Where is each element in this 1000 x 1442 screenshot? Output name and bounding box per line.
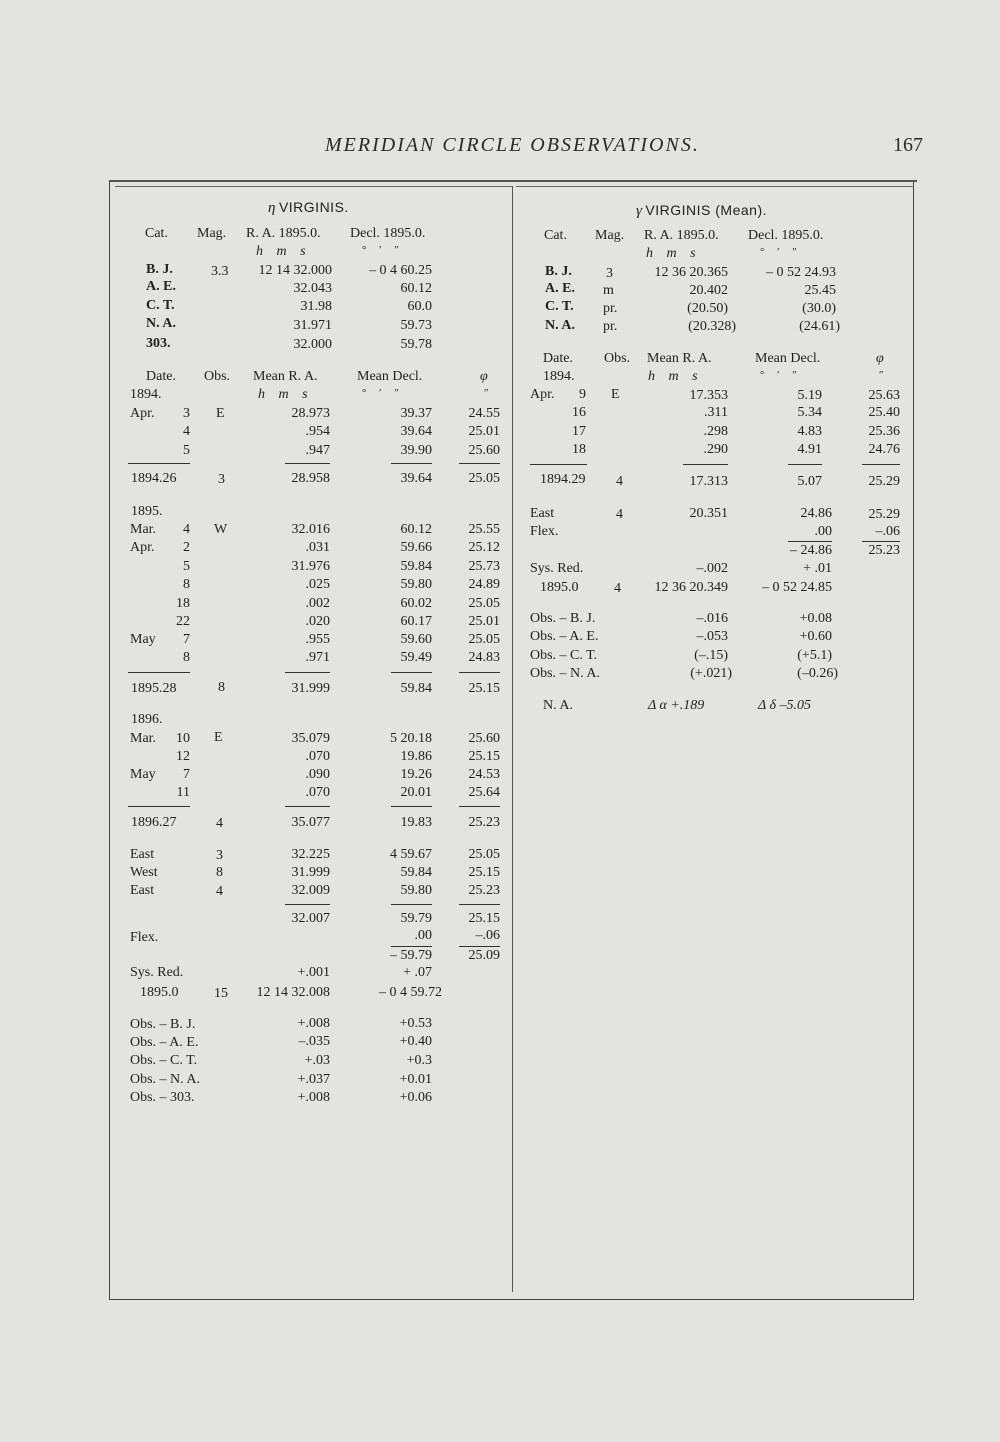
- obs-ra: .031: [305, 540, 330, 555]
- mean-count: 4: [216, 816, 223, 831]
- catalog-decl: 59.73: [400, 318, 432, 333]
- obs-phi: 25.55: [468, 522, 500, 537]
- summary-label: East: [530, 506, 555, 521]
- catalog-mag: 3.3: [211, 264, 229, 279]
- diff-ra: –.053: [696, 629, 728, 644]
- obs-phi: 25.12: [468, 540, 500, 555]
- obs-day: 7: [183, 767, 190, 782]
- catalog-ra: 20.402: [689, 283, 728, 298]
- mean-phi: 25.23: [468, 815, 500, 830]
- combined-ra: 32.007: [291, 911, 330, 926]
- diff-ra: –.035: [298, 1034, 330, 1049]
- obs-decl: 4.91: [797, 442, 822, 457]
- mean-decl: 19.83: [400, 815, 432, 830]
- final-ra: 12 14 32.008: [256, 985, 330, 1000]
- sum-rule: [391, 904, 432, 905]
- diff-label: Obs. – B. J.: [130, 1017, 196, 1032]
- diff-label: Obs. – N. A.: [530, 666, 601, 681]
- catalog-name: N. A.: [146, 316, 176, 331]
- obs-decl: 59.80: [400, 577, 432, 592]
- obs-header: Obs.: [604, 351, 631, 366]
- decl-units: ° ′ ″: [760, 369, 797, 381]
- year-label: 1896.: [131, 712, 163, 727]
- catalog-decl: (30.0): [802, 301, 836, 316]
- flex-label: Flex.: [530, 524, 559, 539]
- final-epoch: 1895.0: [540, 580, 579, 595]
- obs-day: 8: [183, 650, 190, 665]
- running-title: MERIDIAN CIRCLE OBSERVATIONS.: [325, 134, 700, 156]
- final-epoch: 1895.0: [140, 985, 179, 1000]
- summary-decl: 24.86: [800, 506, 832, 521]
- mean-phi: 25.29: [868, 474, 900, 489]
- mean-ra: 17.313: [689, 474, 728, 489]
- year-label: 1894.: [130, 387, 162, 402]
- obs-day: 12: [176, 749, 190, 764]
- summary-label: East: [130, 847, 155, 862]
- year-label: 1895.: [131, 504, 163, 519]
- obs-month: Mar.: [130, 731, 157, 746]
- diff-label: Obs. – C. T.: [130, 1053, 198, 1068]
- sys-red-decl: + .01: [803, 561, 832, 576]
- final-count: 15: [214, 986, 228, 1001]
- diff-decl: (–0.26): [797, 666, 838, 681]
- obs-day: 18: [572, 442, 586, 457]
- obs-day: 22: [176, 614, 190, 629]
- summary-count: 4: [616, 507, 623, 522]
- obs-ra: .954: [305, 424, 330, 439]
- decl-units: ° ′ ″: [362, 244, 399, 256]
- diff-ra: –.016: [696, 611, 728, 626]
- sum-rule: [683, 464, 728, 465]
- catalog-decl: – 0 52 24.93: [766, 265, 836, 280]
- obs-decl: 5.19: [797, 388, 822, 403]
- sum-rule: [459, 463, 500, 464]
- ra-units: h m s: [648, 369, 698, 384]
- sum-rule: [788, 541, 832, 542]
- obs-ra: .955: [305, 632, 330, 647]
- obs-day: 8: [183, 577, 190, 592]
- mean-decl-header: Mean Decl.: [755, 351, 821, 366]
- decl-header: Decl. 1895.0.: [350, 226, 426, 241]
- inner-rule-right: [516, 186, 914, 187]
- obs-ra: .971: [305, 650, 330, 665]
- summary-count: 8: [216, 865, 223, 880]
- obs-phi: 25.15: [468, 749, 500, 764]
- diff-ra: +.008: [297, 1016, 330, 1031]
- catalog-name: A. E.: [545, 281, 575, 296]
- obs-ra: .025: [305, 577, 330, 592]
- catalog-name: B. J.: [146, 262, 173, 277]
- ra-header: R. A. 1895.0.: [644, 228, 719, 243]
- sum-rule: [459, 904, 500, 905]
- mag-header: Mag.: [595, 228, 625, 243]
- mean-phi: 25.05: [468, 471, 500, 486]
- mean-phi: 25.15: [468, 681, 500, 696]
- catalog-name: N. A.: [545, 318, 575, 333]
- catalog-name: B. J.: [545, 264, 572, 279]
- sum-rule: [391, 463, 432, 464]
- flex-label: Flex.: [130, 930, 159, 945]
- phi-units: ″: [879, 369, 884, 381]
- diff-ra: +.008: [297, 1090, 330, 1105]
- obs-phi: 25.73: [468, 559, 500, 574]
- catalog-name: C. T.: [146, 298, 175, 313]
- obs-decl: 59.84: [400, 559, 432, 574]
- star-name: VIRGINIS (Mean).: [645, 202, 768, 218]
- diff-label: Obs. – C. T.: [530, 648, 598, 663]
- obs-month: Apr.: [530, 387, 555, 402]
- obs-day: 2: [183, 540, 190, 555]
- obs-day: 9: [579, 387, 586, 402]
- obs-decl: 39.37: [400, 406, 432, 421]
- summary-ra: 32.225: [291, 847, 330, 862]
- diff-label: Obs. – B. J.: [530, 611, 596, 626]
- sum-rule: [128, 672, 190, 673]
- mag-header: Mag.: [197, 226, 227, 241]
- diff-ra: +.03: [304, 1053, 330, 1068]
- sys-red-ra: –.002: [696, 561, 728, 576]
- obs-day: 5: [183, 559, 190, 574]
- obs-phi: 25.60: [468, 731, 500, 746]
- summary-label: East: [130, 883, 155, 898]
- catalog-ra: 32.000: [293, 337, 332, 352]
- na-delta-alpha: Δ α +.189: [648, 698, 705, 713]
- obs-phi: 24.89: [468, 577, 500, 592]
- obs-day: 10: [176, 731, 190, 746]
- obs-decl: 59.49: [400, 650, 432, 665]
- summary-decl: 59.80: [400, 883, 432, 898]
- catalog-ra: (20.50): [687, 301, 728, 316]
- obs-header: Obs.: [204, 369, 231, 384]
- summary-ra: 31.999: [291, 865, 330, 880]
- flex-result-decl: – 59.79: [390, 948, 432, 963]
- obs-ra: .020: [305, 614, 330, 629]
- sum-rule: [285, 672, 330, 673]
- sum-rule: [459, 806, 500, 807]
- summary-decl: 4 59.67: [390, 847, 432, 862]
- obs-month: Mar.: [130, 522, 157, 537]
- diff-label: Obs. – A. E.: [530, 629, 599, 644]
- catalog-decl: – 0 4 60.25: [369, 263, 432, 278]
- obs-phi: 25.64: [468, 785, 500, 800]
- obs-phi: 25.40: [868, 405, 900, 420]
- sum-rule: [285, 463, 330, 464]
- summary-decl: 59.84: [400, 865, 432, 880]
- obs-ra: .090: [305, 767, 330, 782]
- diff-decl: +0.60: [799, 629, 832, 644]
- sum-rule: [391, 806, 432, 807]
- obs-ra: 35.079: [291, 731, 330, 746]
- obs-ra: 32.016: [291, 522, 330, 537]
- obs-decl: 60.02: [400, 596, 432, 611]
- summary-phi: 25.15: [468, 865, 500, 880]
- mean-ra-header: Mean R. A.: [647, 351, 712, 366]
- sum-rule: [862, 464, 900, 465]
- catalog-name: A. E.: [146, 279, 176, 294]
- frame-top-rule: [109, 180, 917, 182]
- mean-date: 1895.28: [131, 681, 177, 696]
- ra-header: R. A. 1895.0.: [246, 226, 321, 241]
- mean-date: 1894.29: [540, 472, 586, 487]
- decl-units: ° ′ ″: [760, 246, 797, 258]
- mean-decl-header: Mean Decl.: [357, 369, 423, 384]
- decl-header: Decl. 1895.0.: [748, 228, 824, 243]
- mean-decl: 39.64: [400, 471, 432, 486]
- catalog-name: 303.: [146, 336, 171, 351]
- flex-result-decl: – 24.86: [790, 543, 832, 558]
- summary-label: West: [130, 865, 158, 880]
- flex-decl: .00: [414, 928, 432, 943]
- sum-rule: [530, 464, 587, 465]
- star-title: [636, 202, 767, 220]
- sys-red-label: Sys. Red.: [130, 965, 184, 980]
- catalog-mag: m: [603, 283, 614, 298]
- mean-decl: 5.07: [797, 474, 822, 489]
- obs-phi: 25.01: [468, 614, 500, 629]
- catalog-ra: 32.043: [293, 281, 332, 296]
- catalog-ra: 31.971: [293, 318, 332, 333]
- sum-rule: [459, 672, 500, 673]
- obs-decl: 20.01: [400, 785, 432, 800]
- obs-ra: .070: [305, 749, 330, 764]
- sum-rule: [128, 463, 190, 464]
- obs-day: 4: [183, 522, 190, 537]
- obs-ra: .002: [305, 596, 330, 611]
- diff-label: Obs. – 303.: [130, 1090, 195, 1105]
- year-label: 1894.: [543, 369, 575, 384]
- ra-units: h m s: [646, 246, 696, 261]
- obs-month: Apr.: [130, 406, 155, 421]
- flex-phi: –.06: [875, 524, 900, 539]
- obs-decl: 39.90: [400, 443, 432, 458]
- diff-decl: +0.08: [799, 611, 832, 626]
- obs-day: 3: [183, 406, 190, 421]
- flex-phi: –.06: [475, 928, 500, 943]
- obs-phi: 25.63: [868, 388, 900, 403]
- summary-ra: 32.009: [291, 883, 330, 898]
- phi-units: ″: [484, 387, 489, 399]
- obs-phi: 25.05: [468, 632, 500, 647]
- obs-day: 16: [572, 405, 586, 420]
- obs-observer: E: [214, 730, 223, 745]
- sum-rule: [862, 541, 900, 542]
- diff-decl: +0.3: [406, 1053, 432, 1068]
- obs-phi: 25.60: [468, 443, 500, 458]
- star-title: [268, 199, 349, 217]
- catalog-name: C. T.: [545, 299, 574, 314]
- catalog-ra: 12 14 32.000: [258, 263, 332, 278]
- date-header: Date.: [543, 351, 573, 366]
- sum-rule: [391, 946, 432, 947]
- cat-header: Cat.: [145, 226, 168, 241]
- combined-phi: 25.15: [468, 911, 500, 926]
- flex-decl: .00: [814, 524, 832, 539]
- sys-red-ra: +.001: [297, 965, 330, 980]
- catalog-ra: 31.98: [300, 299, 332, 314]
- obs-ra: .947: [305, 443, 330, 458]
- obs-day: 7: [183, 632, 190, 647]
- catalog-ra: (20.328): [688, 319, 736, 334]
- diff-decl: +0.06: [399, 1090, 432, 1105]
- obs-month: May: [130, 767, 156, 782]
- obs-phi: 25.05: [468, 596, 500, 611]
- diff-ra: (+.021): [690, 666, 732, 681]
- obs-ra: .070: [305, 785, 330, 800]
- obs-decl: 39.64: [400, 424, 432, 439]
- na-label: N. A.: [543, 698, 573, 713]
- sum-rule: [391, 672, 432, 673]
- phi-header: φ: [876, 351, 884, 366]
- sum-rule: [788, 464, 822, 465]
- ra-units: h m s: [258, 387, 308, 402]
- diff-ra: (–.15): [694, 648, 728, 663]
- catalog-decl: 59.78: [400, 337, 432, 352]
- summary-count: 4: [216, 884, 223, 899]
- obs-phi: 24.76: [868, 442, 900, 457]
- obs-decl: 5.34: [797, 405, 822, 420]
- catalog-decl: 25.45: [804, 283, 836, 298]
- obs-phi: 24.55: [468, 406, 500, 421]
- obs-phi: 25.01: [468, 424, 500, 439]
- ra-units: h m s: [256, 244, 306, 259]
- obs-day: 17: [572, 424, 586, 439]
- obs-ra: .298: [703, 424, 728, 439]
- final-decl: – 0 4 59.72: [379, 985, 442, 1000]
- mean-count: 4: [616, 474, 623, 489]
- catalog-ra: 12 36 20.365: [654, 265, 728, 280]
- catalog-mag: 3: [606, 266, 613, 281]
- obs-ra: .290: [703, 442, 728, 457]
- mean-date: 1894.26: [131, 471, 177, 486]
- sum-rule: [459, 946, 500, 947]
- star-greek-letter: η: [268, 200, 276, 216]
- mean-ra: 35.077: [291, 815, 330, 830]
- obs-day: 4: [183, 424, 190, 439]
- obs-observer: E: [216, 406, 225, 421]
- mean-ra-header: Mean R. A.: [253, 369, 318, 384]
- obs-decl: 4.83: [797, 424, 822, 439]
- diff-label: Obs. – N. A.: [130, 1072, 201, 1087]
- mean-date: 1896.27: [131, 815, 177, 830]
- page-number: 167: [893, 134, 923, 156]
- obs-observer: E: [611, 387, 620, 402]
- flex-result-phi: 25.23: [868, 543, 900, 558]
- mean-ra: 31.999: [291, 681, 330, 696]
- summary-phi: 25.23: [468, 883, 500, 898]
- mean-ra: 28.958: [291, 471, 330, 486]
- diff-ra: +.037: [297, 1072, 330, 1087]
- obs-ra: 17.353: [689, 388, 728, 403]
- sum-rule: [285, 904, 330, 905]
- flex-result-phi: 25.09: [468, 948, 500, 963]
- star-name: VIRGINIS.: [278, 199, 349, 215]
- summary-count: 3: [216, 848, 223, 863]
- obs-decl: 19.86: [400, 749, 432, 764]
- diff-label: Obs. – A. E.: [130, 1035, 199, 1050]
- mean-count: 3: [218, 472, 225, 487]
- sys-red-label: Sys. Red.: [530, 561, 584, 576]
- cat-header: Cat.: [544, 228, 567, 243]
- final-ra: 12 36 20.349: [654, 580, 728, 595]
- column-divider: [512, 186, 513, 1292]
- sys-red-decl: + .07: [403, 965, 432, 980]
- catalog-decl: (24.61): [799, 319, 840, 334]
- sum-rule: [128, 806, 190, 807]
- obs-day: 5: [183, 443, 190, 458]
- obs-phi: 24.83: [468, 650, 500, 665]
- obs-day: 11: [176, 785, 190, 800]
- obs-phi: 25.36: [868, 424, 900, 439]
- date-header: Date.: [146, 369, 176, 384]
- catalog-decl: 60.0: [407, 299, 432, 314]
- obs-phi: 24.53: [468, 767, 500, 782]
- obs-decl: 59.60: [400, 632, 432, 647]
- catalog-decl: 60.12: [400, 281, 432, 296]
- diff-decl: (+5.1): [797, 648, 832, 663]
- diff-decl: +0.01: [399, 1072, 432, 1087]
- obs-decl: 59.66: [400, 540, 432, 555]
- na-delta-delta: Δ δ –5.05: [758, 698, 811, 713]
- summary-phi: 25.29: [868, 507, 900, 522]
- mean-decl: 59.84: [400, 681, 432, 696]
- page-header: [0, 134, 1000, 164]
- obs-observer: W: [214, 522, 228, 537]
- diff-decl: +0.40: [399, 1034, 432, 1049]
- obs-decl: 5 20.18: [390, 731, 432, 746]
- obs-decl: 60.12: [400, 522, 432, 537]
- obs-month: Apr.: [130, 540, 155, 555]
- diff-decl: +0.53: [399, 1016, 432, 1031]
- final-count: 4: [614, 581, 621, 596]
- phi-header: φ: [480, 369, 488, 384]
- obs-month: May: [130, 632, 156, 647]
- obs-decl: 19.26: [400, 767, 432, 782]
- final-decl: – 0 52 24.85: [762, 580, 832, 595]
- star-greek-letter: γ: [636, 203, 642, 219]
- decl-units: ° ′ ″: [362, 387, 399, 399]
- catalog-mag: pr.: [603, 319, 618, 334]
- obs-ra: 31.976: [291, 559, 330, 574]
- combined-decl: 59.79: [400, 911, 432, 926]
- obs-ra: 28.973: [291, 406, 330, 421]
- obs-ra: .311: [704, 405, 728, 420]
- summary-ra: 20.351: [689, 506, 728, 521]
- obs-day: 18: [176, 596, 190, 611]
- summary-phi: 25.05: [468, 847, 500, 862]
- obs-decl: 60.17: [400, 614, 432, 629]
- inner-rule-left: [115, 186, 512, 187]
- mean-count: 8: [218, 680, 225, 695]
- catalog-mag: pr.: [603, 301, 618, 316]
- sum-rule: [285, 806, 330, 807]
